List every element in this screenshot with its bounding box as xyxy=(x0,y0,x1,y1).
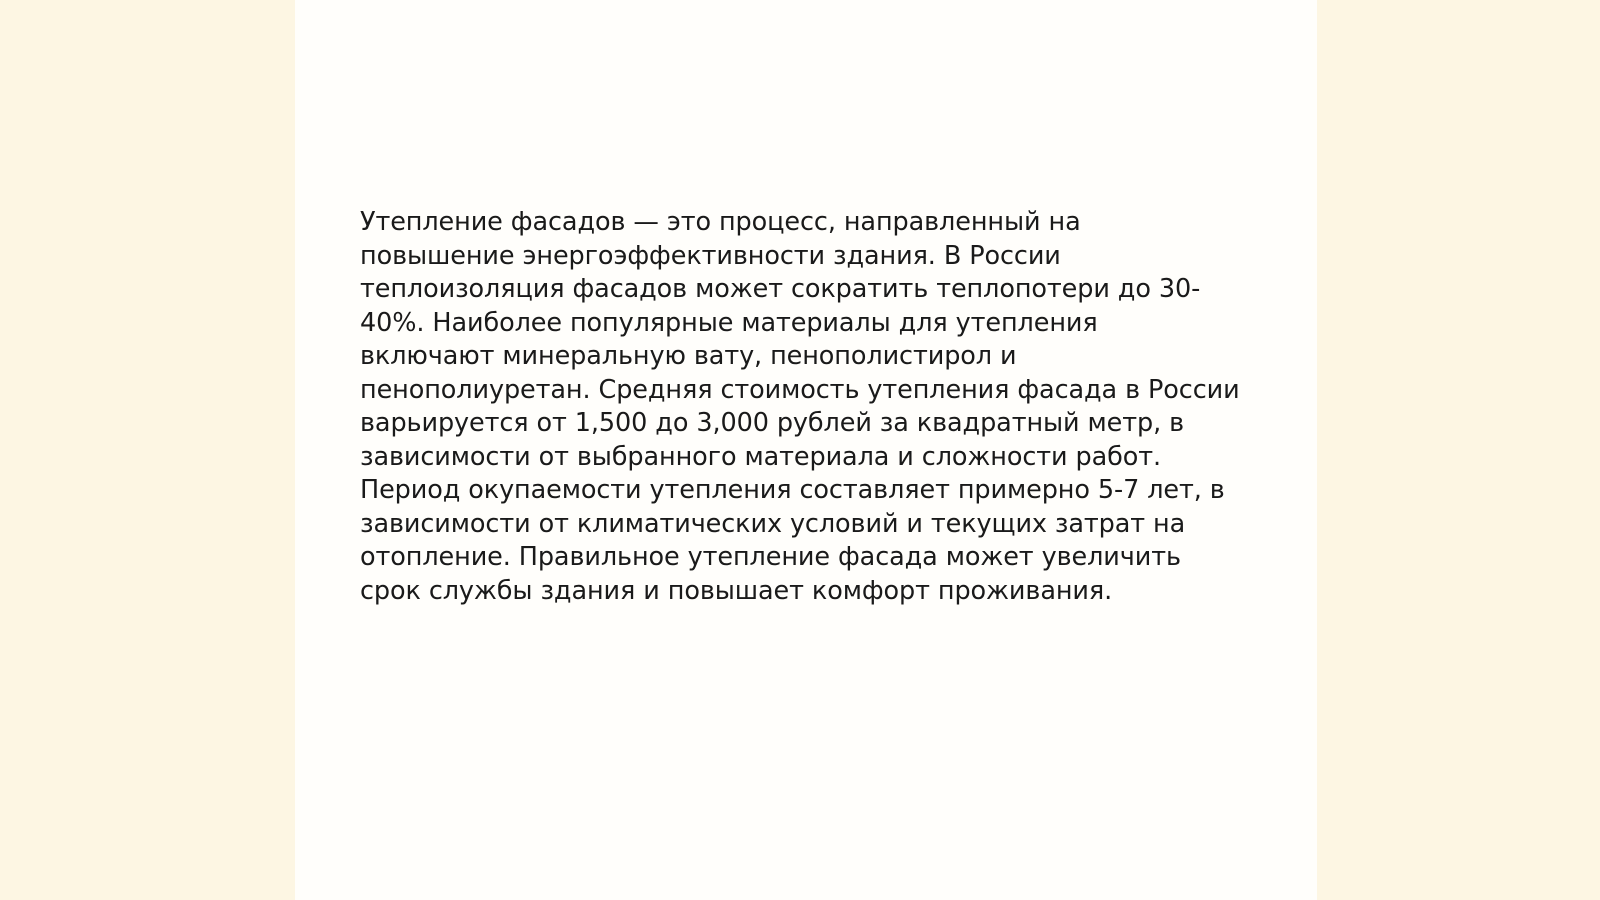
document-page xyxy=(295,0,1317,900)
body-paragraph: Утепление фасадов — это процесс, направленный на повышение энергоэффективности здания. В России теплоизоляция фасадов может сократить теплопотери до 30-40%. Наиболее популярные материалы для утепления включают минеральную вату, пенополистирол и пенополиуретан. Средняя стоимость утепления фасада в России варьируется от 1,500 до 3,000 рублей за квадратный метр, в зависимости от выбранного материала и сложности работ. Период окупаемости утепления составляет примерно 5-7 лет, в зависимости от климатических условий и текущих затрат на отопление. Правильное утепление фасада может увеличить срок службы здания и повышает комфорт проживания. xyxy=(360,207,1240,606)
